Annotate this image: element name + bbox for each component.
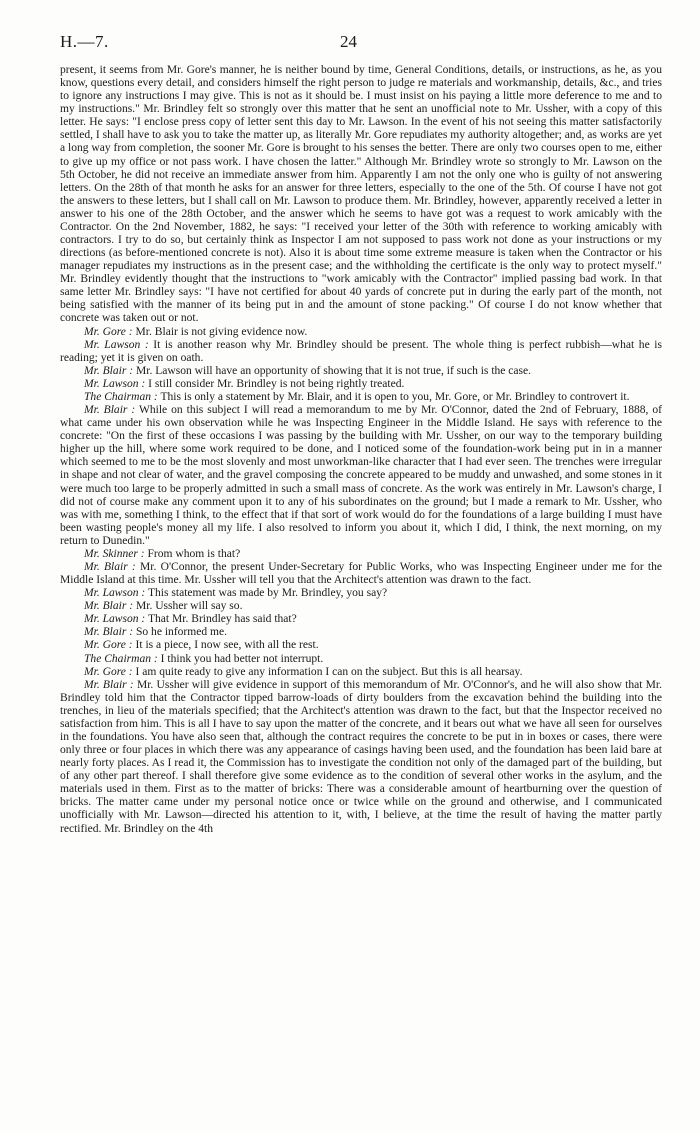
paragraph-text: From whom is that?: [147, 547, 241, 560]
speaker-name: The Chairman :: [84, 652, 158, 665]
paragraph-text: Mr. Ussher will say so.: [135, 600, 243, 613]
testimony-paragraph: [60, 365, 662, 378]
speaker-name: Mr. Blair :: [84, 678, 134, 691]
testimony-paragraph: [60, 600, 662, 613]
speaker-name: Mr. Blair :: [84, 404, 136, 417]
speaker-name: Mr. Skinner :: [84, 547, 145, 560]
paragraph-text: Mr. Lawson will have an opportunity of showing that it is not true, if such is the case.: [135, 364, 532, 377]
testimony-paragraph: [60, 548, 662, 561]
narrative-paragraph: [60, 64, 662, 326]
paragraph-text: This is only a statement by Mr. Blair, and it is open to you, Mr. Gore, or Mr. Brindley to controvert it.: [160, 390, 630, 403]
speaker-name: Mr. Gore :: [84, 665, 133, 678]
testimony-paragraph: [60, 587, 662, 600]
paragraph-text: I still consider Mr. Brindley is not being rightly treated.: [148, 377, 405, 390]
speaker-name: Mr. Gore :: [84, 325, 133, 338]
paragraph-text: Mr. Ussher will give evidence in support of this memorandum of Mr. O'Connor's, and he will also show that Mr. Brindley told him that the Contractor tipped barrow-loads of dirty boulders from the excavation behind the building into the trenches, in lieu of the materials specified; that the Architect's attention was drawn to the fact, but that the Inspector received no satisfaction from him. This is all I have to say upon the matter of the concrete, and it bears out what we have all seen for ourselves in the foundations. You have also seen that, although the contract requires the concrete to be put in in boxes or cases, there were only three or four places in which there was any appearance of casings having been used, and the foundation has been laid bare at nearly forty places. As I read it, the Commission has to investigate the condition not only of the damaged part of the building, but of any other part thereof. I shall therefore give some evidence as to the condition of several other works in the asylum, and the materials used in them. First as to the matter of bricks: There was a considerable amount of heartburning over the question of bricks. The matter came under my personal notice once or twice while on the ground and otherwise, and I communicated unofficially with Mr. Lawson—directed his attention to it, with, I believe, at the time the result of having the matter partly rectified. Mr. Brindley on the 4th: [60, 678, 663, 835]
speaker-name: Mr. Lawson :: [84, 613, 146, 626]
paragraph-text: It is a piece, I now see, with all the rest.: [135, 639, 319, 652]
paragraph-text: I am quite ready to give any information I can on the subject. But this is all hearsay.: [135, 665, 523, 678]
testimony-paragraph: [60, 378, 662, 391]
paragraph-text: I think you had better not interrupt.: [160, 652, 324, 665]
paragraph-text: It is another reason why Mr. Brindley should be present. The whole thing is perfect rubbish—what he is reading; yet it is given on oath.: [60, 338, 662, 364]
speaker-name: Mr. Blair :: [84, 626, 134, 639]
speaker-name: Mr. Lawson :: [84, 587, 146, 600]
page-header: [60, 30, 662, 64]
testimony-paragraph: [60, 391, 662, 404]
speaker-name: The Chairman :: [84, 390, 158, 403]
testimony-paragraph: [60, 613, 662, 626]
paragraph-text: While on this subject I will read a memorandum to me by Mr. O'Connor, dated the 2nd of February, 1888, of what came under his own observation while he was Inspecting Engineer in the Middle Island. He says with reference to the concrete: "On the first of these occasions I was passing by the building with Mr. Ussher, on our way to the temporary building higher up the hill, where some work required to be done, and I noticed some of the foundation-work being put in in a manner which seemed to me to be the most slovenly and most unworkman-like character that I had ever seen. The trenches were irregular in shape and not clear of water, and the gravel composing the concrete appeared to be muddy and unwashed, and some stones in it were much too large to be properly admitted in such a small mass of concrete. As the work was entirely in Mr. Lawson's charge, I did not of course make any comment upon it to any of his subordinates on the ground; but I made a remark to Mr. Ussher, who was with me, something I think, to the effect that if that sort of work would do for the foundations of a large building I must have been wasting people's money all my life. I also resolved to inform you about it, which I did, I think, the next morning, on my return to Dunedin.": [60, 404, 662, 547]
speaker-name: Mr. Gore :: [84, 639, 133, 652]
document-reference: H.—7.: [60, 32, 109, 51]
speaker-name: Mr. Lawson :: [84, 377, 146, 390]
testimony-paragraph: [60, 326, 662, 339]
paragraph-text: So he informed me.: [135, 626, 228, 639]
page-number: 24: [340, 32, 357, 51]
testimony-paragraph: [60, 626, 662, 639]
testimony-paragraph: [60, 339, 662, 365]
testimony-paragraph: [60, 404, 662, 548]
paragraph-text: present, it seems from Mr. Gore's manner, he is neither bound by time, General Conditions, details, or instructions, as he, as you know, questions every detail, and considers himself the right person to judge re materials and workmanship, details, &c., and tries to ignore any instructions I may give. This is not as it should be. I must insist on his paying a little more deference to me and to my instructions." Mr. Brindley felt so strongly over this matter that he sent an unofficial note to Mr. Ussher, with a copy of this letter. He says: "I enclose press copy of letter sent this day to Mr. Lawson. In the event of his not seeing this matter satisfactorily settled, I shall have to ask you to take the matter up, as literally Mr. Gore repudiates my authority altogether; and, as works are yet a long way from completion, the sooner Mr. Gore is brought to his senses the better. There are only two courses open to me, either to give up my office or not pass work. I have chosen the latter." Although Mr. Brindley wrote so strongly to Mr. Lawson on the 5th October, he did not receive an immediate answer from him. Apparently I am not the only one who is guilty of not answering letters. On the 28th of that month he asks for an answer for three letters, especially to the one of the 5th. Of course I have not got the answers to these letters, but I shall call on Mr. Lawson to produce them. Mr. Brindley, however, apparently received a letter in answer to his one of the 28th October, and the answer which he seems to have got was a request to work amicably with the Contractor. On the 2nd November, 1882, he says: "I received your letter of the 30th with reference to working amicably with contractors. I try to do so, but certainly think as Inspector I am not supposed to pass work not done as your instructions or my directions (as before-mentioned concrete is not). Also it is about time some extreme measure is taken when the Contractor or his manager repudiates my instructions as in the present case; and the withholding the certificate is the only way to protect myself." Mr. Brindley evidently thought that the instructions to "work amicably with the Contractor" implied passing bad work. In that same letter Mr. Brindley says: "I have not certified for about 40 yards of concrete put in during the early part of the month, not being satisfied with the manner of its being put in and the amount of stone packing." Of course I do not know whether that concrete was taken out or not.: [60, 64, 663, 325]
speaker-name: Mr. Blair :: [84, 600, 134, 613]
testimony-paragraph: [60, 679, 662, 836]
testimony-paragraph: [60, 666, 662, 679]
paragraph-text: That Mr. Brindley has said that?: [147, 613, 297, 626]
testimony-paragraph: [60, 639, 662, 652]
speaker-name: Mr. Blair :: [84, 364, 134, 377]
testimony-paragraph: [60, 561, 662, 587]
body-text: [60, 64, 662, 836]
speaker-name: Mr. Blair :: [84, 560, 136, 573]
paragraph-text: Mr. Blair is not giving evidence now.: [135, 325, 308, 338]
paragraph-text: Mr. O'Connor, the present Under-Secretary for Public Works, who was Inspecting Engineer under me for the Middle Island at this time. Mr. Ussher will tell you that the Architect's attention was drawn to the fact.: [60, 560, 663, 587]
speaker-name: Mr. Lawson :: [84, 338, 149, 351]
testimony-paragraph: [60, 653, 662, 666]
paragraph-text: This statement was made by Mr. Brindley, you say?: [147, 587, 388, 600]
